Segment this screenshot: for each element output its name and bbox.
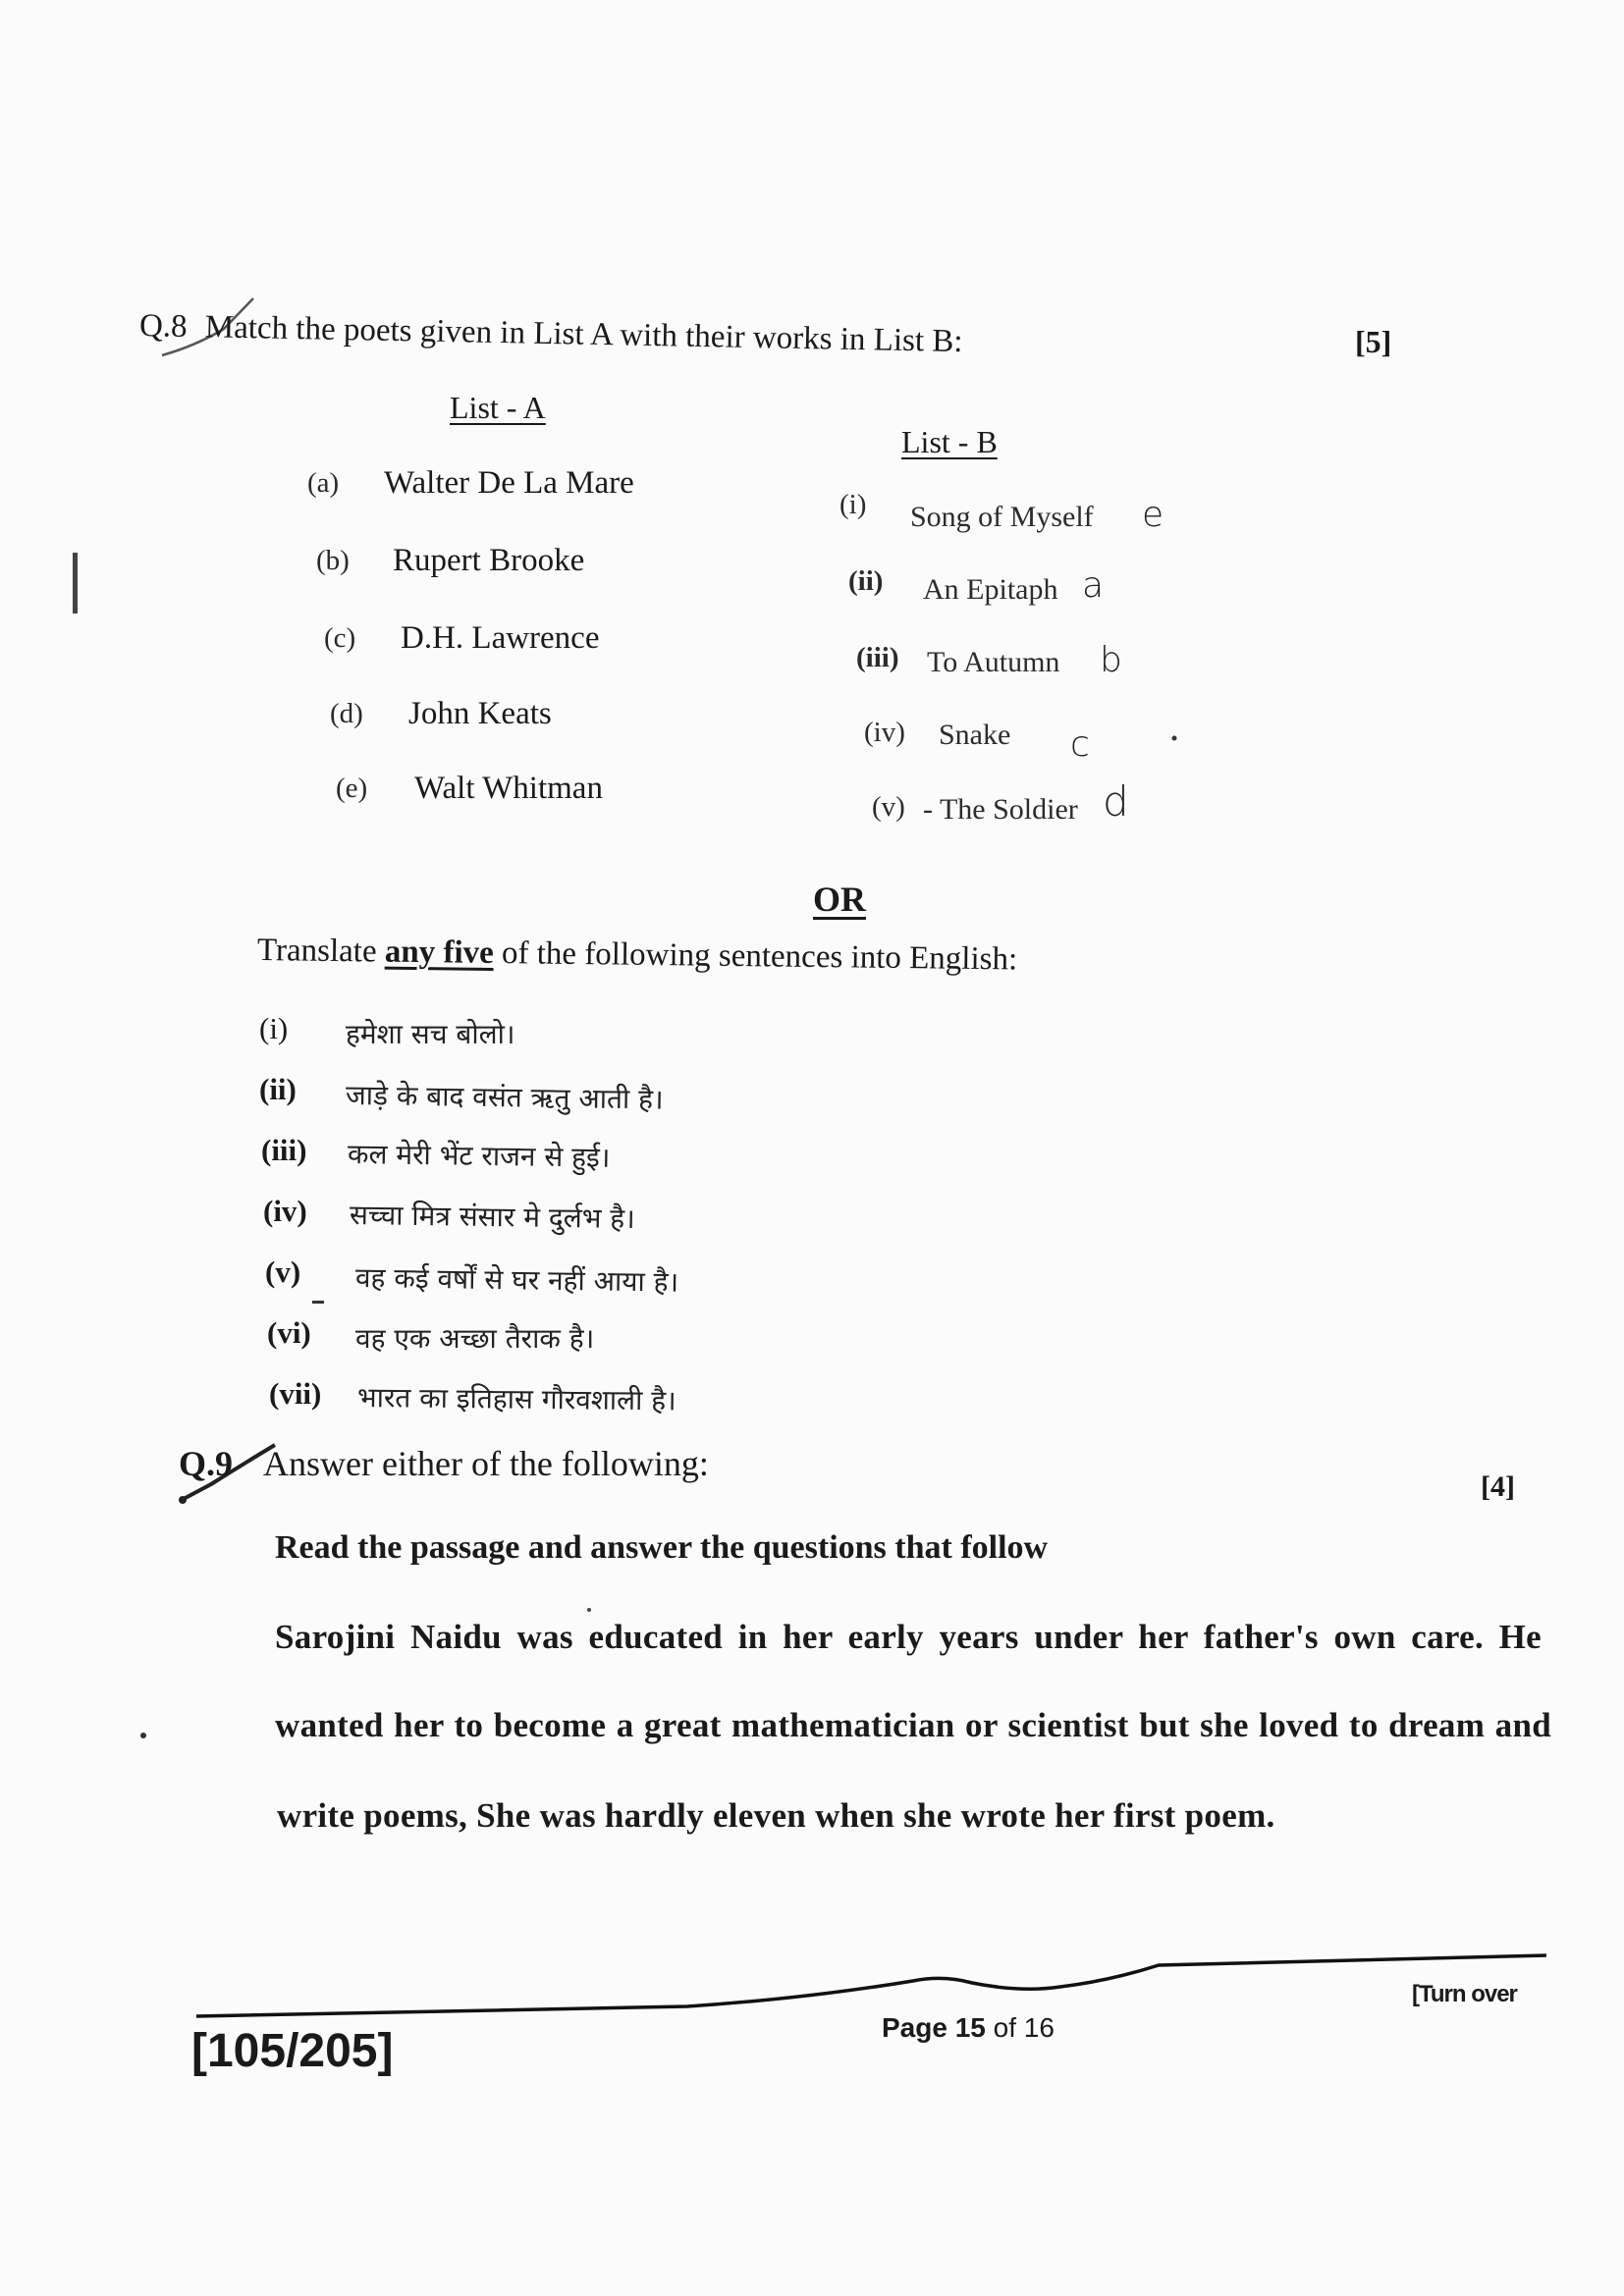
handwritten-answer: c xyxy=(1070,724,1090,765)
question-number: Q.9 xyxy=(179,1444,234,1483)
margin-mark xyxy=(73,553,78,614)
footer-rule xyxy=(196,1955,1546,2016)
translate-instruction: Translate any five of the following sentences into English: xyxy=(256,933,1018,978)
list-a-item: (a) Walter De La Mare xyxy=(307,465,634,501)
sentence-item: (iii) कल मेरी भेंट राजन से हुई। xyxy=(261,1133,611,1174)
list-b-item: (iii) To Autumn b xyxy=(856,640,1122,680)
passage-line: wanted her to become a great mathematician or scientist but she loved to dream and xyxy=(275,1706,1551,1744)
list-a-item: (d) John Keats xyxy=(330,696,552,731)
q8-prompt xyxy=(139,308,963,360)
list-b-item: (v) - The Soldier d xyxy=(872,777,1129,826)
handwritten-answer: a xyxy=(1082,565,1105,606)
emphasis: any five xyxy=(384,934,494,971)
list-b-item: (ii) An Epitaph a xyxy=(848,565,1105,606)
list-b-heading: List - B xyxy=(901,424,998,459)
passage-line: write poems, She was hardly eleven when she wrote her first poem. xyxy=(277,1796,1275,1835)
or-divider: OR xyxy=(813,880,866,919)
list-a-heading: List - A xyxy=(450,390,546,425)
sentence-item: (v) वह कई वर्षों से घर नहीं आया है। xyxy=(265,1255,679,1299)
handwritten-answer: e xyxy=(1142,495,1164,535)
passage-instruction: Read the passage and answer the questions that follow xyxy=(275,1529,1049,1566)
list-b-item: (i) Song of Myself e xyxy=(839,489,1164,535)
list-a-item: (b) Rupert Brooke xyxy=(316,543,585,578)
sentence-item: (vi) वह एक अच्छा तैराक है। xyxy=(267,1315,595,1355)
sentence-item: (ii) जाड़े के बाद वसंत ऋतु आती है। xyxy=(259,1072,664,1116)
q8-marks: [5] xyxy=(1355,324,1392,359)
q9-marks: [4] xyxy=(1481,1470,1515,1503)
q9-prompt xyxy=(179,1443,709,1484)
list-b-item: (iv) Snake c xyxy=(864,717,1090,765)
handwritten-answer: d xyxy=(1103,777,1129,826)
turn-over-label: [Turn over xyxy=(1412,1981,1517,2007)
question-text: Answer either of the following: xyxy=(263,1444,709,1483)
question-number: Q.8 xyxy=(138,308,188,345)
question-text: Match the poets given in List A with their works in List B: xyxy=(204,309,963,360)
page-number: Page 15 of 16 xyxy=(882,2012,1055,2043)
passage-line: Sarojini Naidu was educated in her early years under her father's own care. He xyxy=(275,1618,1542,1656)
list-a-item: (c) D.H. Lawrence xyxy=(324,620,600,656)
sentence-item: (iv) सच्चा मित्र संसार मे दुर्लभ है। xyxy=(263,1194,635,1236)
sentence-item: (i) हमेशा सच बोलो। xyxy=(259,1011,515,1050)
paper-code: [105/205] xyxy=(191,2025,394,2077)
sentence-item: (vii) भारत का इतिहास गौरवशाली है। xyxy=(269,1376,677,1417)
handwritten-answer: b xyxy=(1100,640,1122,680)
list-a-item: (e) Walt Whitman xyxy=(336,771,603,806)
